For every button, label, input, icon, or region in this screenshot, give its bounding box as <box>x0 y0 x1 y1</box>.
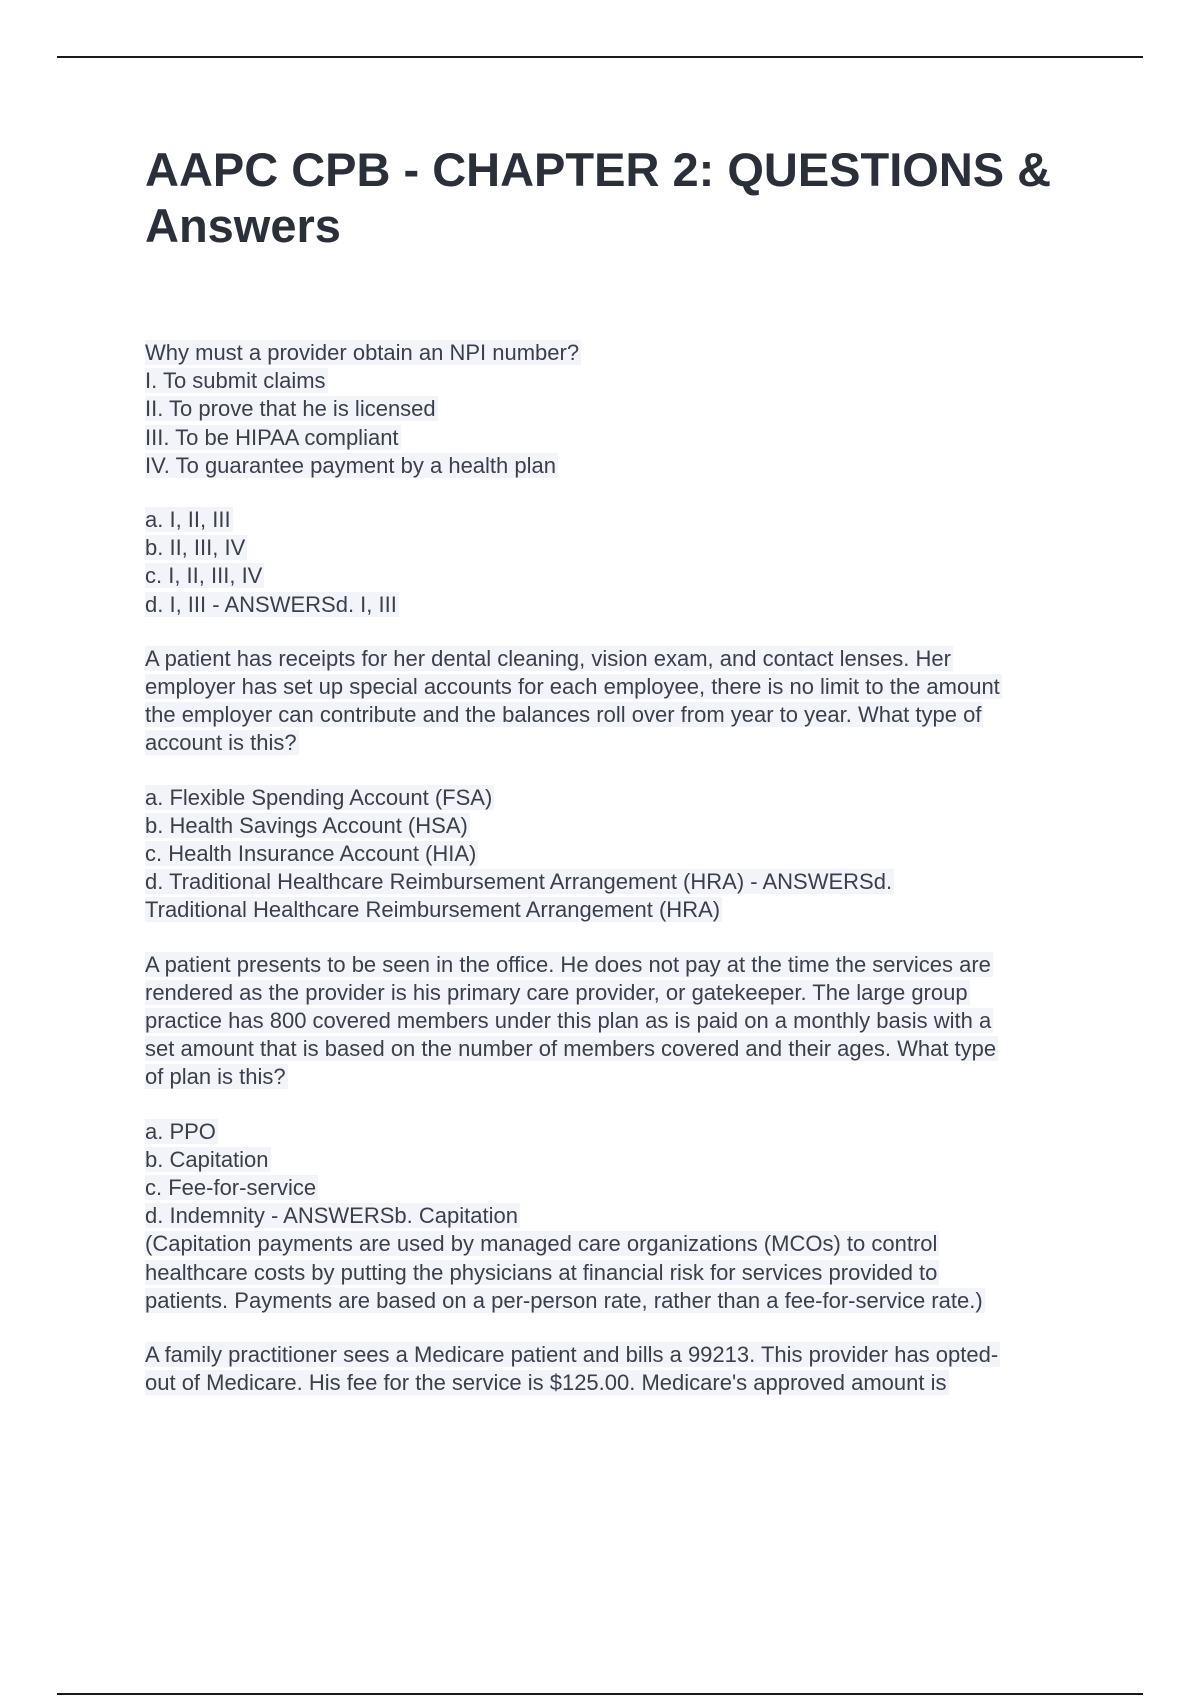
text-line: healthcare costs by putting the physicians at financial risk for services provided to <box>145 1259 938 1285</box>
text-line: d. Traditional Healthcare Reimbursement Arrangement (HRA) - ANSWERSd. <box>145 869 893 895</box>
text-line: set amount that is based on the number of members covered and their ages. What type <box>145 1036 997 1062</box>
text-line: out of Medicare. His fee for the service is $125.00. Medicare's approved amount is <box>145 1370 947 1396</box>
text-line: d. Indemnity - ANSWERSb. Capitation <box>145 1203 518 1229</box>
question-1-options <box>145 506 1105 619</box>
question-1-stem <box>145 339 1105 480</box>
text-line: b. II, III, IV <box>145 535 246 561</box>
text-line: employer has set up special accounts for each employee, there is no limit to the amount <box>145 674 1000 700</box>
text-line: d. I, III - ANSWERSd. I, III <box>145 591 397 617</box>
text-line: rendered as the provider is his primary care provider, or gatekeeper. The large group <box>145 979 968 1005</box>
question-3-options <box>145 1118 1105 1315</box>
text-line: c. Fee-for-service <box>145 1175 317 1201</box>
text-line: the employer can contribute and the balances roll over from year to year. What type of <box>145 702 982 728</box>
text-line: (Capitation payments are used by managed care organizations (MCOs) to control <box>145 1231 938 1257</box>
text-line: practice has 800 covered members under this plan as is paid on a monthly basis with a <box>145 1008 992 1034</box>
text-line: account is this? <box>145 730 297 756</box>
text-line: Traditional Healthcare Reimbursement Arrangement (HRA) <box>145 897 721 923</box>
text-line: a. I, II, III <box>145 507 231 533</box>
text-line: c. Health Insurance Account (HIA) <box>145 841 477 867</box>
text-line: b. Health Savings Account (HSA) <box>145 812 468 838</box>
text-line: I. To submit claims <box>145 368 326 394</box>
text-line: A patient has receipts for her dental cleaning, vision exam, and contact lenses. Her <box>145 645 951 671</box>
text-line: of plan is this? <box>145 1064 286 1090</box>
text-line: b. Capitation <box>145 1146 269 1172</box>
text-line: III. To be HIPAA compliant <box>145 424 399 450</box>
text-line: a. PPO <box>145 1118 216 1144</box>
top-rule <box>57 56 1143 58</box>
text-line: A patient presents to be seen in the office. He does not pay at the time the services are <box>145 951 991 977</box>
text-line: a. Flexible Spending Account (FSA) <box>145 784 493 810</box>
question-4-stem <box>145 1341 1105 1397</box>
text-line: A family practitioner sees a Medicare patient and bills a 99213. This provider has opted- <box>145 1342 999 1368</box>
text-line: Why must a provider obtain an NPI number? <box>145 340 580 365</box>
question-2-stem <box>145 645 1105 758</box>
document-title: AAPC CPB - CHAPTER 2: QUESTIONS & Answers <box>145 143 1052 252</box>
bottom-rule <box>57 1693 1143 1695</box>
text-line: IV. To guarantee payment by a health plan <box>145 452 556 478</box>
text-line: c. I, II, III, IV <box>145 563 263 589</box>
question-3-stem <box>145 951 1105 1092</box>
text-line: II. To prove that he is licensed <box>145 396 436 422</box>
document-body <box>145 339 1105 1424</box>
question-2-options <box>145 784 1105 925</box>
text-line: patients. Payments are based on a per-person rate, rather than a fee-for-service rate.) <box>145 1287 983 1313</box>
